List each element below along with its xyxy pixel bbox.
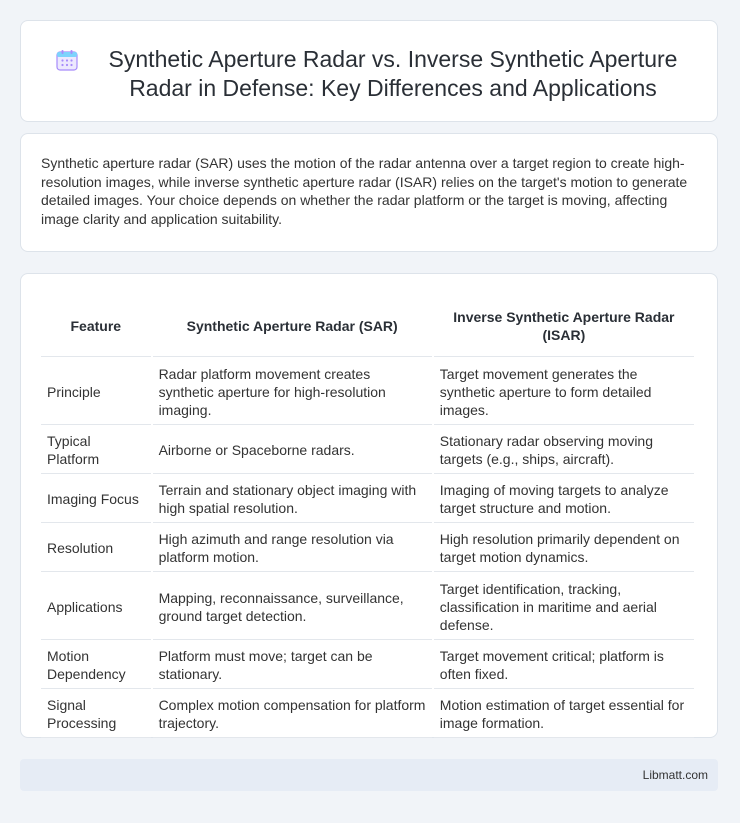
column-header-isar: Inverse Synthetic Aperture Radar (ISAR) bbox=[434, 296, 694, 357]
feature-cell: Principle bbox=[41, 359, 151, 425]
feature-cell: Applications bbox=[41, 574, 151, 640]
feature-cell: Motion Dependency bbox=[41, 642, 151, 689]
isar-cell: Stationary radar observing moving targets (e.g., ships, aircraft). bbox=[434, 427, 694, 474]
feature-cell: Typical Platform bbox=[41, 427, 151, 474]
isar-cell: Motion estimation of target essential for image formation. bbox=[434, 691, 694, 738]
isar-cell: Imaging of moving targets to analyze target structure and motion. bbox=[434, 476, 694, 523]
table-row bbox=[41, 476, 694, 523]
sar-cell: Mapping, reconnaissance, surveillance, ground target detection. bbox=[153, 574, 432, 640]
sar-cell: Complex motion compensation for platform trajectory. bbox=[153, 691, 432, 738]
table-row bbox=[41, 642, 694, 689]
feature-cell: Resolution bbox=[41, 525, 151, 572]
comparison-table bbox=[39, 294, 696, 740]
isar-cell: Target identification, tracking, classification in maritime and aerial defense. bbox=[434, 574, 694, 640]
sar-cell: Radar platform movement creates synthetic aperture for high-resolution imaging. bbox=[153, 359, 432, 425]
footer-brand[interactable]: Libmatt.com bbox=[642, 768, 708, 782]
table-header-row bbox=[41, 296, 694, 357]
table-row bbox=[41, 359, 694, 425]
sar-cell: Terrain and stationary object imaging with high spatial resolution. bbox=[153, 476, 432, 523]
feature-cell: Signal Processing bbox=[41, 691, 151, 738]
comparison-card bbox=[20, 273, 718, 738]
sar-cell: High azimuth and range resolution via platform motion. bbox=[153, 525, 432, 572]
table-row bbox=[41, 427, 694, 474]
feature-cell: Imaging Focus bbox=[41, 476, 151, 523]
footer-bar bbox=[20, 759, 718, 791]
intro-paragraph: Synthetic aperture radar (SAR) uses the motion of the radar antenna over a target region to create high-resolution images, while inverse synthetic aperture radar (ISAR) relies on the target's motion to generate detailed images. Your choice depends on whether the radar platform or the target is moving, affecting image clarity and application suitability. bbox=[41, 155, 688, 227]
sar-cell: Airborne or Spaceborne radars. bbox=[153, 427, 432, 474]
table-row bbox=[41, 574, 694, 640]
page-title: Synthetic Aperture Radar vs. Inverse Synthetic Aperture Radar in Defense: Key Differences and Applications bbox=[108, 46, 678, 101]
isar-cell: Target movement critical; platform is often fixed. bbox=[434, 642, 694, 689]
table-row bbox=[41, 691, 694, 738]
sar-cell: Platform must move; target can be stationary. bbox=[153, 642, 432, 689]
isar-cell: High resolution primarily dependent on target motion dynamics. bbox=[434, 525, 694, 572]
title-card bbox=[20, 20, 718, 122]
isar-cell: Target movement generates the synthetic aperture to form detailed images. bbox=[434, 359, 694, 425]
table-row bbox=[41, 525, 694, 572]
calendar-icon bbox=[55, 48, 79, 72]
column-header-sar: Synthetic Aperture Radar (SAR) bbox=[153, 296, 432, 357]
column-header-feature: Feature bbox=[41, 296, 151, 357]
intro-card bbox=[20, 133, 718, 252]
